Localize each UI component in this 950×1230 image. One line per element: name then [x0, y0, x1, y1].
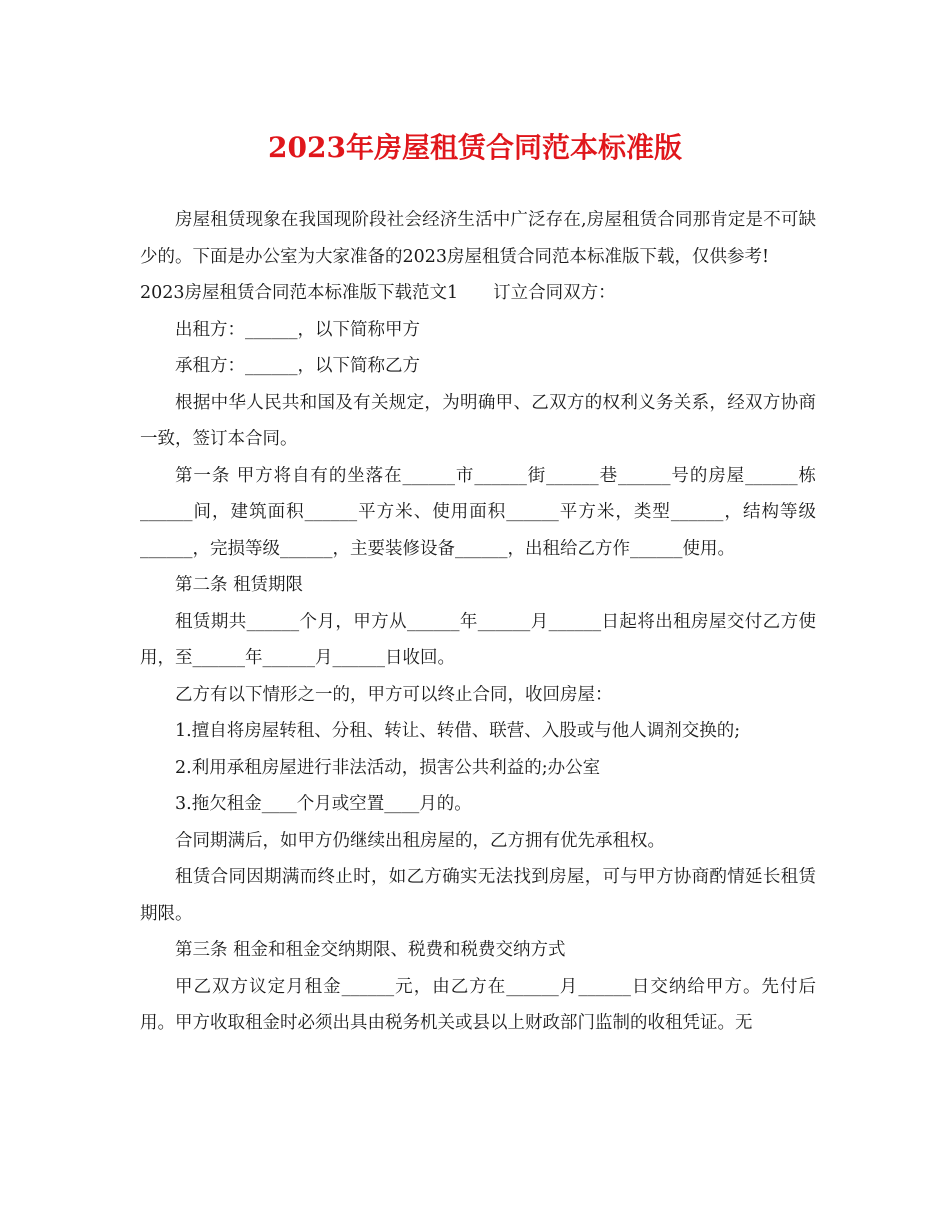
paragraph-lessee: 承租方：______，以下简称乙方	[175, 356, 420, 376]
paragraph-condition-2: 2.利用承租房屋进行非法活动，损害公共利益的;办公室	[175, 757, 601, 778]
paragraph-rent: 甲乙双方议定月租金______元，由乙方在______月______日交纳给甲方。先付后用。甲方收取租金时必须出具由税务机关或县以上财政部门监制的收租凭证。无	[140, 976, 816, 1033]
paragraph-condition-3: 3.拖欠租金____个月或空置____月的。	[175, 794, 472, 814]
document-body	[140, 202, 816, 1042]
paragraph-lease-term: 租赁期共______个月，甲方从______年______月______日起将出租房屋交付乙方使用，至______年______月______日收回。	[140, 611, 816, 668]
paragraph-lessor: 出租方：______，以下简称甲方	[175, 319, 420, 340]
paragraph-extension: 租赁合同因期满而终止时，如乙方确实无法找到房屋，可与甲方协商酌情延长租赁期限。	[140, 867, 816, 924]
document-title: 2023年房屋租赁合同范本标准版	[268, 131, 682, 164]
paragraph-intro: 房屋租赁现象在我国现阶段社会经济生活中广泛存在,房屋租赁合同那肯定是不可缺少的。下面是办公室为大家准备的2023房屋租赁合同范本标准版下载，仅供参考!	[140, 210, 816, 267]
paragraph-section-heading: 2023房屋租赁合同范本标准版下载范文1 订立合同双方：	[140, 283, 616, 303]
paragraph-priority-right: 合同期满后，如甲方仍继续出租房屋的，乙方拥有优先承租权。	[175, 830, 665, 851]
paragraph-article-3-heading: 第三条 租金和租金交纳期限、税费和税费交纳方式	[175, 940, 566, 960]
paragraph-article-1: 第一条 甲方将自有的坐落在______市______街______巷______号的房屋______栋______间，建筑面积______平方米、使用面积______平方米，类型______，结构等级______，完损等级______，主要装修设备______，出租给乙方作______使用。	[140, 465, 816, 559]
paragraph-basis: 根据中华人民共和国及有关规定，为明确甲、乙双方的权利义务关系，经双方协商一致，签订本合同。	[140, 392, 816, 449]
paragraph-article-2-heading: 第二条 租赁期限	[175, 575, 304, 595]
paragraph-termination-conditions: 乙方有以下情形之一的，甲方可以终止合同，收回房屋：	[175, 684, 613, 705]
paragraph-condition-1: 1.擅自将房屋转租、分租、转让、转借、联营、入股或与他人调剂交换的;	[175, 721, 741, 741]
